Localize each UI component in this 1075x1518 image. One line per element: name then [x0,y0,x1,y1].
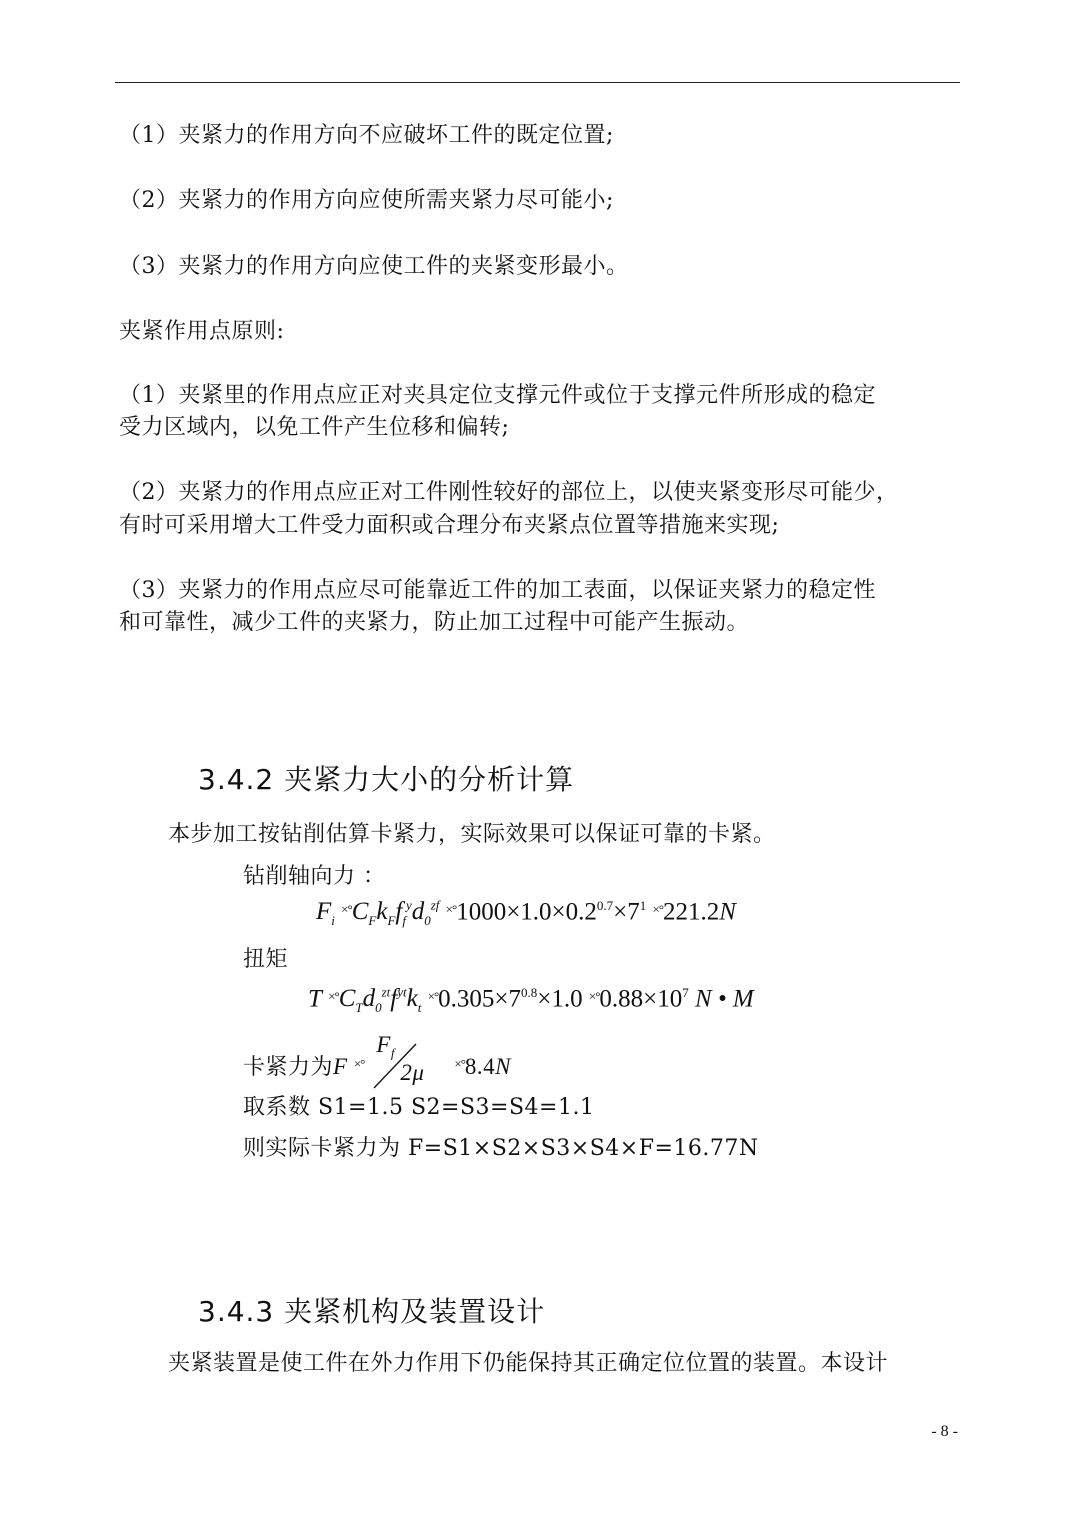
torque-unit: N • M [695,985,754,1013]
axial-formula-tail: 1000×1.0×0.2 [456,898,597,926]
torque-exp: 0.8 [521,985,538,1000]
direction-rule-3: （3）夹紧力的作用方向应使工件的夹紧变形最小。 [119,254,629,279]
clamp-result: 8.4 [464,1054,496,1079]
clamp-force-label: 卡紧力为 [243,1055,334,1080]
torque-formula: T $^{\times^\circ}C_Td_0^{zt}f^{yt}k_t$ $^{\times^\circ}0.305\times 7^{0.8}\times 1.0$ $^{\times^\circ}0.88\times 10^7$ N • M [308,985,754,1016]
clamp-force-line: 卡紧力为F ×° $F_f$ 2μ ×°8.4N [243,1036,511,1092]
actual-clamp-force-line: 则实际卡紧力为 F=S1×S2×S3×S4×F=16.77N [243,1136,759,1161]
point-rule-3-line-1: （3）夹紧力的作用点应尽可能靠近工件的加工表面，以保证夹紧力的稳定性 [119,578,876,603]
torque-mid: ×1.0 [537,985,583,1013]
section-heading-3-4-2: 3.4.2 夹紧力大小的分析计算 [198,763,575,796]
page-number: - 8 - [931,1423,958,1440]
axial-unit: N [719,898,736,926]
section-3-4-2-intro: 本步加工按钻削估算卡紧力，实际效果可以保证可靠的卡紧。 [168,822,776,847]
axial-result: 221.2 [663,898,720,926]
axial-force-formula: $F_i$ $^{\times^\circ}C_Fk_Ff_f^yd_0^{zf}$ $^{\times^\circ}1000\times 1.0\times 0.2^{0.7}\times 7^1$ ×°221.2N [316,898,736,929]
direction-rule-1: （1）夹紧力的作用方向不应破坏工件的既定位置; [119,123,614,148]
section-heading-3-4-3: 3.4.3 夹紧机构及装置设计 [198,1295,546,1328]
clamp-fraction: $F_f$ 2μ [364,1036,454,1092]
point-rule-1-line-2: 受力区域内，以免工件产生位移和偏转; [119,415,510,440]
direction-rule-2: （2）夹紧力的作用方向应使所需夹紧力尽可能小; [119,188,614,213]
axial-force-label: 钻削轴向力 ： [243,864,386,889]
header-rule [115,82,960,83]
axial-mid: ×7 [613,898,640,926]
torque-part: 0.305×7 [438,985,521,1013]
torque-label: 扭矩 [243,947,289,972]
clamp-unit: N [495,1054,511,1079]
point-rule-2-line-2: 有时可采用增大工件受力面积或合理分布夹紧点位置等措施来实现; [119,513,780,538]
torque-exp-2: 7 [682,985,689,1000]
torque-value: 0.88×10 [599,985,683,1013]
point-rule-3-line-2: 和可靠性，减少工件的夹紧力，防止加工过程中可能产生振动。 [119,610,750,635]
section-3-4-3-intro: 夹紧装置是使工件在外力作用下仍能保持其正确定位位置的装置。本设计 [168,1351,889,1376]
coefficient-line: 取系数 S1=1.5 S2=S3=S4=1.1 [243,1095,595,1120]
point-rule-2-line-1: （2）夹紧力的作用点应正对工件刚性较好的部位上，以使夹紧变形尽可能少， [119,480,899,505]
clamp-point-principle-title: 夹紧作用点原则: [119,319,285,344]
axial-exp-1: 0.7 [596,898,614,913]
axial-exp-2: 1 [639,898,647,913]
point-rule-1-line-1: （1）夹紧里的作用点应正对夹具定位支撑元件或位于支撑元件所形成的稳定 [119,383,876,408]
